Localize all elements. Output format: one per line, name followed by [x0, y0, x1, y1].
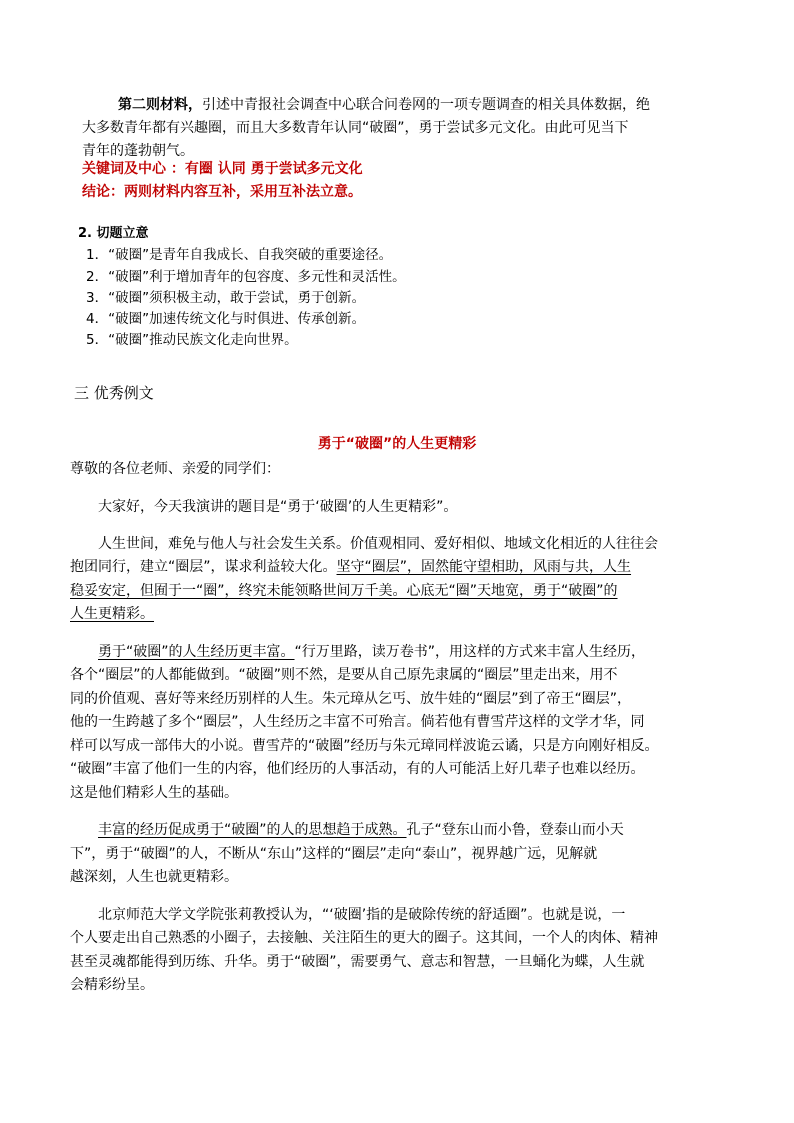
essay-paragraph-1: 大家好，今天我演讲的题目是“勇于‘破圈’的人生更精彩”。 — [98, 499, 458, 515]
material2-line2: 大多数青年都有兴趣圈，而且大多数青年认同“破圈”，勇于尝试多元文化。由此可见当下 — [82, 120, 629, 136]
essay-p5-line: 会精彩纷呈。 — [70, 977, 154, 993]
essay-p3-line: 这是他们精彩人生的基础。 — [70, 785, 238, 801]
list-item: 4．“破圈”加速传统文化与时俱进、传承创新。 — [86, 311, 366, 327]
essay-p2-line — [70, 556, 631, 579]
essay-p3-text: “行万里路，读万卷书”，用这样的方式来丰富人生经历， — [294, 644, 646, 660]
conclusion-line: 结论：两则材料内容互补，采用互补法立意。 — [82, 184, 362, 200]
essay-p3-line: “破圈”丰富了他们一生的内容，他们经历的人事活动，有的人可能活上好几辈子也难以经历。 — [70, 761, 645, 777]
section3-heading: 三 优秀例文 — [74, 384, 154, 402]
essay-p4-text: 孔子“登东山而小鲁，登泰山而小天 — [406, 822, 624, 838]
essay-p3-topic-sentence: 勇于“破圈”的人生经历更丰富。 — [98, 644, 295, 660]
essay-p2-underlined: 坚守“圈层”，固然能守望相助，风雨与共，人生 — [336, 559, 632, 575]
material2-line1-text: 引述中青报社会调查中心联合问卷网的一项专题调查的相关具体数据，绝 — [202, 97, 650, 113]
material2-line3: 青年的蓬勃朝气。 — [82, 143, 194, 159]
material2-line1 — [118, 94, 650, 117]
essay-p4-line: 下”，勇于“破圈”的人，不断从“东山”这样的“圈层”走向“泰山”，视界越广远，见解就 — [70, 846, 598, 862]
essay-title: 勇于“破圈”的人生更精彩 — [317, 436, 477, 452]
essay-p2-line: 稳妥安定，但囿于一“圈”，终究未能领略世间万千美。心底无“圈”天地宽，勇于“破圈”的 — [70, 583, 618, 599]
essay-p2-line: 人生更精彩。 — [70, 606, 154, 622]
essay-p3-line — [98, 641, 645, 664]
essay-greeting: 尊敬的各位老师、亲爱的同学们： — [70, 461, 280, 477]
essay-p2-text: 抱团同行，建立“圈层”，谋求利益较大化。 — [70, 559, 337, 575]
essay-p3-line: 各个“圈层”的人都能做到。“破圈”则不然，是要从自己原先隶属的“圈层”里走出来，用不 — [70, 667, 618, 683]
essay-p4-line: 越深刻，人生也就更精彩。 — [70, 869, 238, 885]
list-item: 1．“破圈”是青年自我成长、自我突破的重要途径。 — [86, 247, 393, 263]
material2-lead: 第二则材料， — [118, 97, 202, 113]
list-item: 5．“破圈”推动民族文化走向世界。 — [86, 332, 298, 348]
essay-p2-line: 人生世间，难免与他人与社会发生关系。价值观相同、爱好相似、地域文化相近的人往往会 — [98, 536, 658, 552]
essay-p4-topic-sentence: 丰富的经历促成勇于“破圈”的人的思想趋于成熟。 — [98, 822, 407, 838]
essay-p4-line — [98, 819, 624, 842]
list-item: 3．“破圈”须积极主动，敢于尝试，勇于创新。 — [86, 290, 366, 306]
essay-p5-line: 北京师范大学文学院张莉教授认为，“‘破圈’指的是破除传统的舒适圈”。也就是说，一 — [98, 907, 626, 923]
list-item: 2．“破圈”利于增加青年的包容度、多元性和灵活性。 — [86, 269, 406, 285]
essay-p5-line: 个人要走出自己熟悉的小圈子，去接触、关注陌生的更大的圈子。这其间，一个人的肉体、精神 — [70, 930, 658, 946]
essay-p3-line: 他的一生跨越了多个“圈层”，人生经历之丰富不可殆言。倘若他有曹雪芹这样的文学才华，同 — [70, 714, 645, 730]
keywords-line: 关键词及中心 ：有圈 认同 勇于尝试多元文化 — [82, 161, 363, 177]
essay-p3-line: 样可以写成一部伟大的小说。曹雪芹的“破圈”经历与朱元璋同样波诡云谲，只是方向刚好相反。 — [70, 738, 659, 754]
essay-p3-line: 同的价值观、喜好等来经历别样的人生。朱元璋从乞丐、放牛娃的“圈层”到了帝王“圈层”， — [70, 691, 632, 707]
essay-p5-line: 甚至灵魂都能得到历练、升华。勇于“破圈”，需要勇气、意志和智慧，一旦蛹化为蝶，人生就 — [70, 954, 645, 970]
section2-heading: 2. 切题立意 — [78, 226, 149, 241]
